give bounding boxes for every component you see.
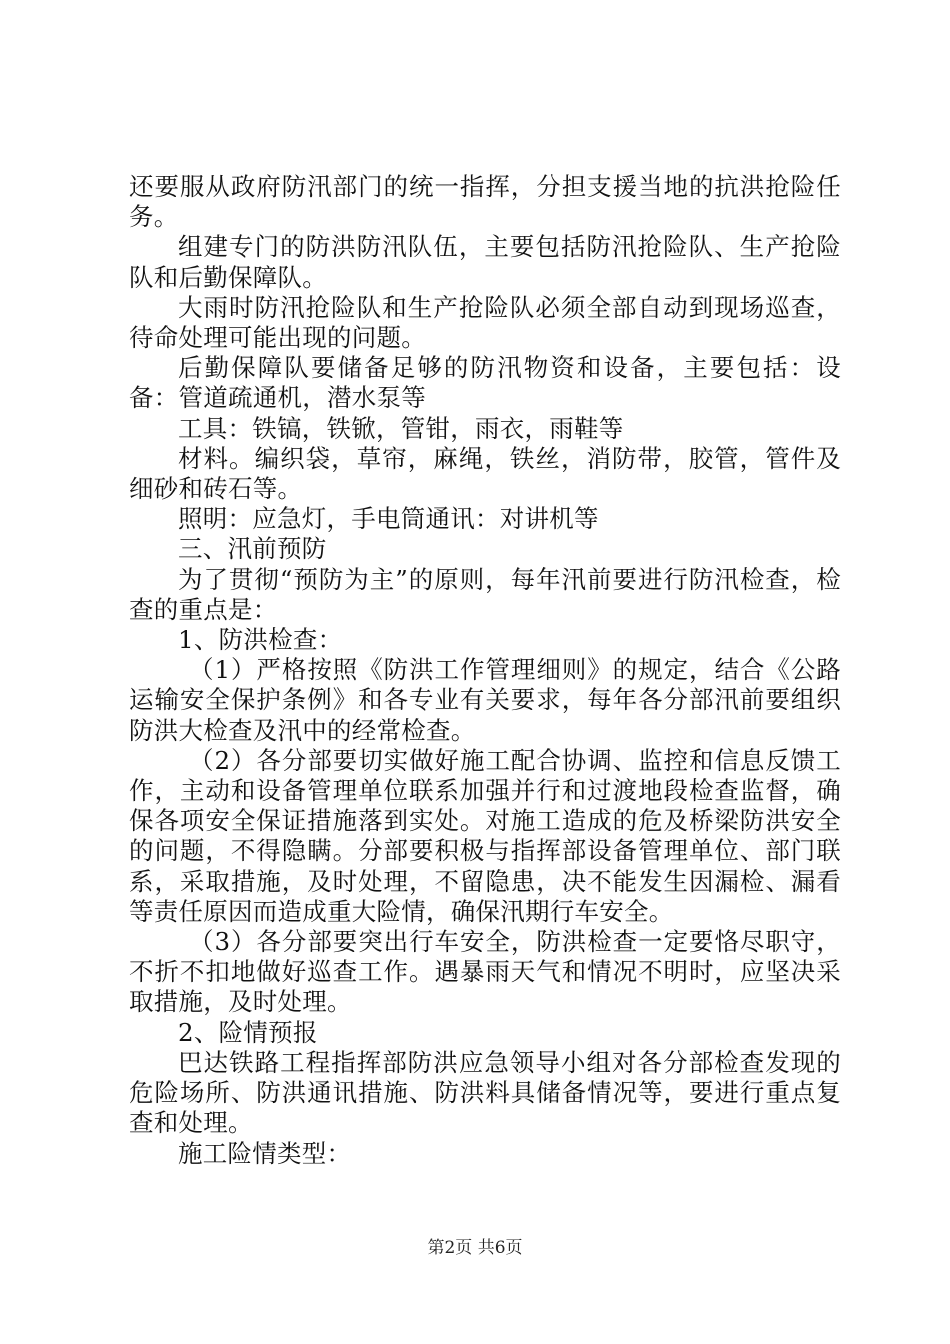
paragraph: 组建专门的防洪防汛队伍，主要包括防汛抢险队、生产抢险队和后勤保障队。 — [129, 232, 841, 292]
paragraph: 大雨时防汛抢险队和生产抢险队必须全部自动到现场巡查，待命处理可能出现的问题。 — [129, 292, 841, 353]
paragraph: 后勤保障队要储备足够的防汛物资和设备，主要包括：设备：管道疏通机，潜水泵等 — [129, 353, 841, 413]
paragraph: 工具：铁镐，铁锨，管钳，雨衣，雨鞋等 — [178, 413, 624, 443]
paragraph: （3）各分部要突出行车安全，防洪检查一定要恪尽职守，不折不扣地做好巡查工作。遇暴雨天气和情况不明时，应坚决采取措施，及时处理。 — [129, 927, 841, 1017]
document-body — [129, 172, 841, 1169]
paragraph: （1）严格按照《防洪工作管理细则》的规定，结合《公路运输安全保护条例》和各专业有关要求，每年各分部汛前要组织防洪大检查及汛中的经常检查。 — [129, 655, 841, 745]
paragraph: 为了贯彻“预防为主”的原则，每年汛前要进行防汛检查，检查的重点是： — [129, 564, 841, 624]
paragraph: （2）各分部要切实做好施工配合协调、监控和信息反馈工作，主动和设备管理单位联系加强并行和过渡地段检查监督，确保各项安全保证措施落到实处。对施工造成的危及桥梁防洪安全的问题，不得隐瞒。分部要积极与指挥部设备管理单位、部门联系，采取措施，及时处理，不留隐患，决不能发生因漏检、漏看等责任原因而造成重大险情，确保汛期行车安全。 — [129, 745, 841, 926]
page-footer — [0, 1238, 950, 1258]
section-heading: 三、汛前预防 — [178, 534, 327, 564]
paragraph: 施工险情类型： — [178, 1138, 352, 1168]
page-number: 第2页 共6页 — [427, 1238, 523, 1258]
subsection-heading: 1、防洪检查： — [178, 625, 343, 655]
paragraph: 还要服从政府防汛部门的统一指挥，分担支援当地的抗洪抢险任务。 — [129, 172, 841, 232]
subsection-heading: 2、险情预报 — [178, 1017, 318, 1047]
paragraph: 照明：应急灯，手电筒通讯：对讲机等 — [178, 504, 599, 534]
paragraph: 巴达铁路工程指挥部防洪应急领导小组对各分部检查发现的危险场所、防洪通讯措施、防洪料具储备情况等，要进行重点复查和处理。 — [129, 1047, 841, 1138]
paragraph: 材料。编织袋，草帘，麻绳，铁丝，消防带，胶管，管件及细砂和砖石等。 — [129, 443, 841, 504]
